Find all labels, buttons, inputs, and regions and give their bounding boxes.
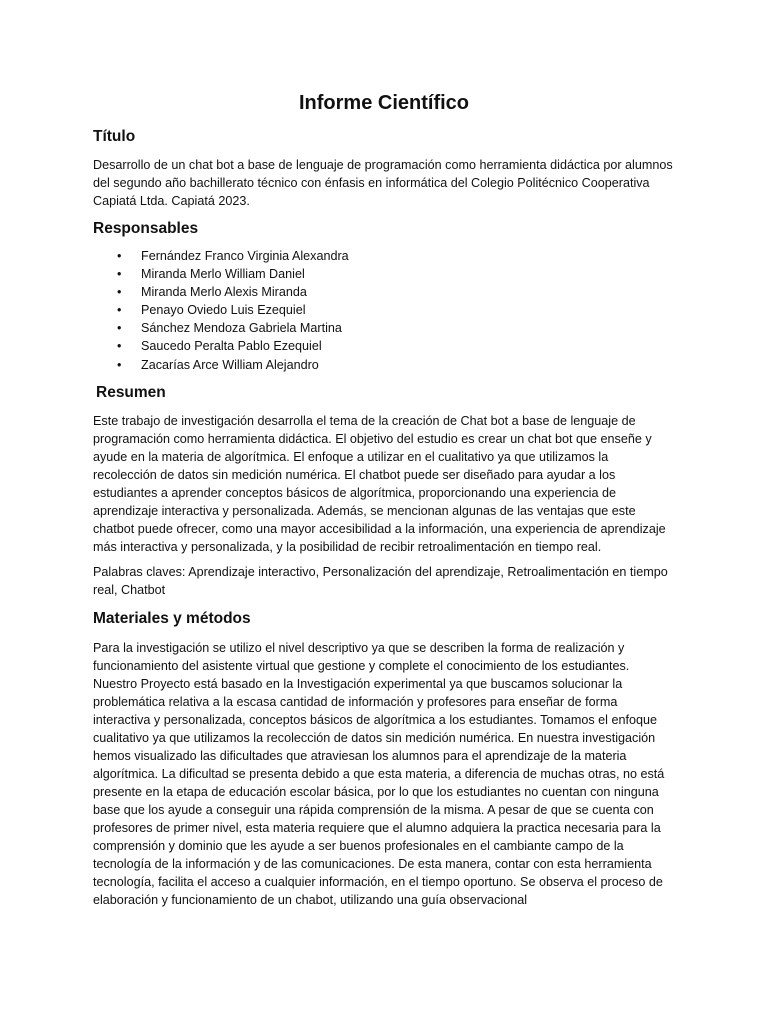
bullet-icon: • <box>117 357 122 372</box>
responsable-name: Sánchez Mendoza Gabriela Martina <box>141 321 342 336</box>
bullet-icon: • <box>117 285 122 300</box>
list-item <box>93 319 675 337</box>
list-item <box>93 265 675 283</box>
responsable-name: Zacarías Arce William Alejandro <box>141 357 319 372</box>
bullet-icon: • <box>117 249 122 263</box>
list-item <box>93 356 675 374</box>
materiales-paragraph: Para la investigación se utilizo el nivel descriptivo ya que se describen la forma de realización y funcionamiento del asistente virtual que gestione y complete el conocimiento de los estudiantes. Nuestro Proyecto está basado en la Investigación experimental ya que buscamos solucionar la problemática relativa a la escasa cantidad de información y profesores para enseñar de forma interactiva y personalizada, conceptos básicos de algorítmica a los estudiantes. Tomamos el enfoque cualitativo ya que utilizamos la recolección de datos sin medición numérica. En nuestra investigación hemos visualizado las dificultades que atraviesan los alumnos para el aprendizaje de la materia algorítmica. La dificultad se presenta debido a que esta materia, a diferencia de muchas otras, no está presente en la etapa de educación escolar básica, por lo que los estudiantes no cuentan con ninguna base que los ayude a conseguir una rápida comprensión de la misma. A pesar de que se cuenta con profesores de primer nivel, esta materia requiere que el alumno adquiera la practica necesaria para la comprensión y dominio que les ayude a ser buenos profesionales en el cambiante campo de la tecnología de la información y de las comunicaciones. De esta manera, contar con esta herramienta tecnología, facilita el acceso a cualquier información, en el tiempo oportuno. Se observa el proceso de elaboración y funcionamiento de un chabot, utilizando una guía observacional <box>93 640 665 907</box>
bullet-icon: • <box>117 267 122 282</box>
responsable-name: Miranda Merlo William Daniel <box>141 267 305 282</box>
bullet-icon: • <box>117 321 122 336</box>
responsable-name: Miranda Merlo Alexis Miranda <box>141 285 307 300</box>
responsables-list <box>93 247 675 374</box>
section-heading-titulo: Título <box>93 128 136 145</box>
section-heading-responsables: Responsables <box>93 220 199 237</box>
list-item <box>93 247 675 265</box>
keywords-paragraph: Palabras claves: Aprendizaje interactivo, Personalización del aprendizaje, Retroalimentación en tiempo real, Chatbot <box>93 564 668 597</box>
list-item <box>93 301 675 319</box>
resumen-paragraph: Este trabajo de investigación desarrolla el tema de la creación de Chat bot a base de lenguaje de programación como herramienta didáctica. El objetivo del estudio es crear un chat bot que enseñe y ayude en la materia de algorítmica. El enfoque a utilizar en el cualitativo ya que utilizamos la recolección de datos sin medición numérica. El chatbot puede ser diseñado para ayudar a los estudiantes a aprender conceptos básicos de algorítmica, proporcionando una experiencia de aprendizaje interactiva y personalizada. Además, se mencionan algunas de las ventajas que este chatbot puede ofrecer, como una mayor accesibilidad a la información, una experiencia de aprendizaje más interactiva y personalizada, y la posibilidad de recibir retroalimentación en tiempo real. <box>93 413 666 554</box>
list-item <box>93 283 675 301</box>
responsable-name: Penayo Oviedo Luis Ezequiel <box>141 303 306 318</box>
list-item <box>93 337 675 355</box>
titulo-paragraph: Desarrollo de un chat bot a base de lenguaje de programación como herramienta didáctica por alumnos del segundo año bachillerato técnico con énfasis en informática del Colegio Politécnico Cooperativa Capiatá Ltda. Capiatá 2023. <box>93 158 673 208</box>
responsable-name: Saucedo Peralta Pablo Ezequiel <box>141 339 322 354</box>
bullet-icon: • <box>117 339 122 354</box>
responsable-name: Fernández Franco Virginia Alexandra <box>141 249 349 263</box>
section-heading-materiales: Materiales y métodos <box>93 609 251 627</box>
bullet-icon: • <box>117 303 122 318</box>
section-heading-resumen: Resumen <box>96 383 166 401</box>
document-title: Informe Científico <box>298 92 469 114</box>
